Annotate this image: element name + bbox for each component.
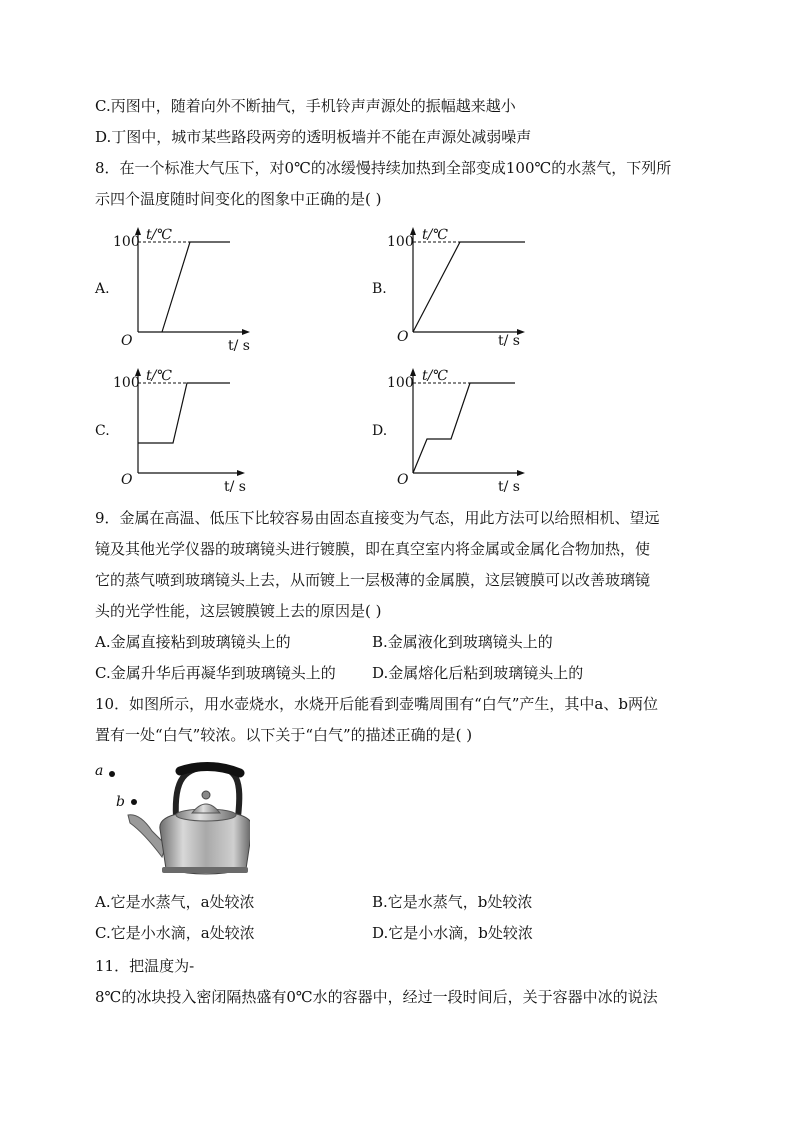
- point-b-label: b: [116, 794, 125, 810]
- graph-d-x-label: t/ s: [498, 479, 520, 495]
- point-a-dot: [109, 771, 115, 777]
- graph-c-tick-100: 100: [113, 375, 140, 391]
- graph-d-label: D.: [372, 423, 388, 439]
- graph-c-origin: O: [121, 472, 133, 488]
- q7-option-c: C.丙图中，随着向外不断抽气，手机铃声声源处的振幅越来越小: [95, 97, 516, 115]
- q9-option-c: C.金属升华后再凝华到玻璃镜头上的: [95, 664, 336, 682]
- graph-b-x-label: t/ s: [498, 333, 520, 349]
- kettle-image: [100, 757, 250, 882]
- graph-d-y-label: t/℃: [422, 368, 449, 384]
- q10-stem-line-1: 10．如图所示，用水壶烧水，水烧开后能看到壶嘴周围有“白气”产生，其中a、b两位: [95, 695, 658, 713]
- q10-option-a: A.它是水蒸气，a处较浓: [95, 893, 255, 911]
- q8-stem-line-2: 示四个温度随时间变化的图象中正确的是( ): [95, 190, 382, 208]
- graph-c-label: C.: [95, 423, 110, 439]
- q11-stem-line-2: 8℃的冰块投入密闭隔热盛有0℃水的容器中，经过一段时间后，关于容器中冰的说法: [95, 988, 658, 1006]
- q7-option-d: D.丁图中，城市某些路段两旁的透明板墙并不能在声源处减弱噪声: [95, 128, 532, 146]
- q9-stem-line-4: 头的光学性能，这层镀膜镀上去的原因是( ): [95, 602, 382, 620]
- point-a-label: a: [95, 763, 104, 779]
- graph-a-y-label: t/℃: [146, 227, 173, 243]
- graph-a-tick-100: 100: [113, 234, 140, 250]
- q11-stem-line-1: 11．把温度为-: [95, 957, 195, 975]
- graph-b-origin: O: [397, 329, 409, 345]
- graph-a-label: A.: [95, 281, 110, 297]
- q9-stem-line-2: 镜及其他光学仪器的玻璃镜头进行镀膜，即在真空室内将金属或金属化合物加热，使: [95, 540, 651, 558]
- q10-option-c: C.它是小水滴，a处较浓: [95, 924, 255, 942]
- q9-option-b: B.金属液化到玻璃镜头上的: [372, 633, 553, 651]
- graph-b-tick-100: 100: [387, 234, 414, 250]
- graph-b-y-label: t/℃: [422, 227, 449, 243]
- graph-d-origin: O: [397, 472, 409, 488]
- q10-option-b: B.它是水蒸气，b处较浓: [372, 893, 533, 911]
- graph-b-label: B.: [372, 281, 387, 297]
- point-b-dot: [131, 799, 137, 805]
- q8-stem-line-1: 8．在一个标准大气压下，对0℃的冰缓慢持续加热到全部变成100℃的水蒸气，下列所: [95, 159, 672, 177]
- q9-option-d: D.金属熔化后粘到玻璃镜头上的: [372, 664, 584, 682]
- graph-d-tick-100: 100: [387, 375, 414, 391]
- graph-c-y-label: t/℃: [146, 368, 173, 384]
- q9-stem-line-3: 它的蒸气喷到玻璃镜头上去，从而镀上一层极薄的金属膜，这层镀膜可以改善玻璃镜: [95, 571, 651, 589]
- q10-stem-line-2: 置有一处“白气”较浓。以下关于“白气”的描述正确的是( ): [95, 726, 473, 744]
- q9-option-a: A.金属直接粘到玻璃镜头上的: [95, 633, 291, 651]
- graph-c-x-label: t/ s: [224, 479, 246, 495]
- q9-stem-line-1: 9．金属在高温、低压下比较容易由固态直接变为气态，用此方法可以给照相机、望远: [95, 509, 660, 527]
- graph-a-x-label: t/ s: [228, 338, 250, 354]
- graph-a-origin: O: [121, 333, 133, 349]
- q10-option-d: D.它是小水滴，b处较浓: [372, 924, 533, 942]
